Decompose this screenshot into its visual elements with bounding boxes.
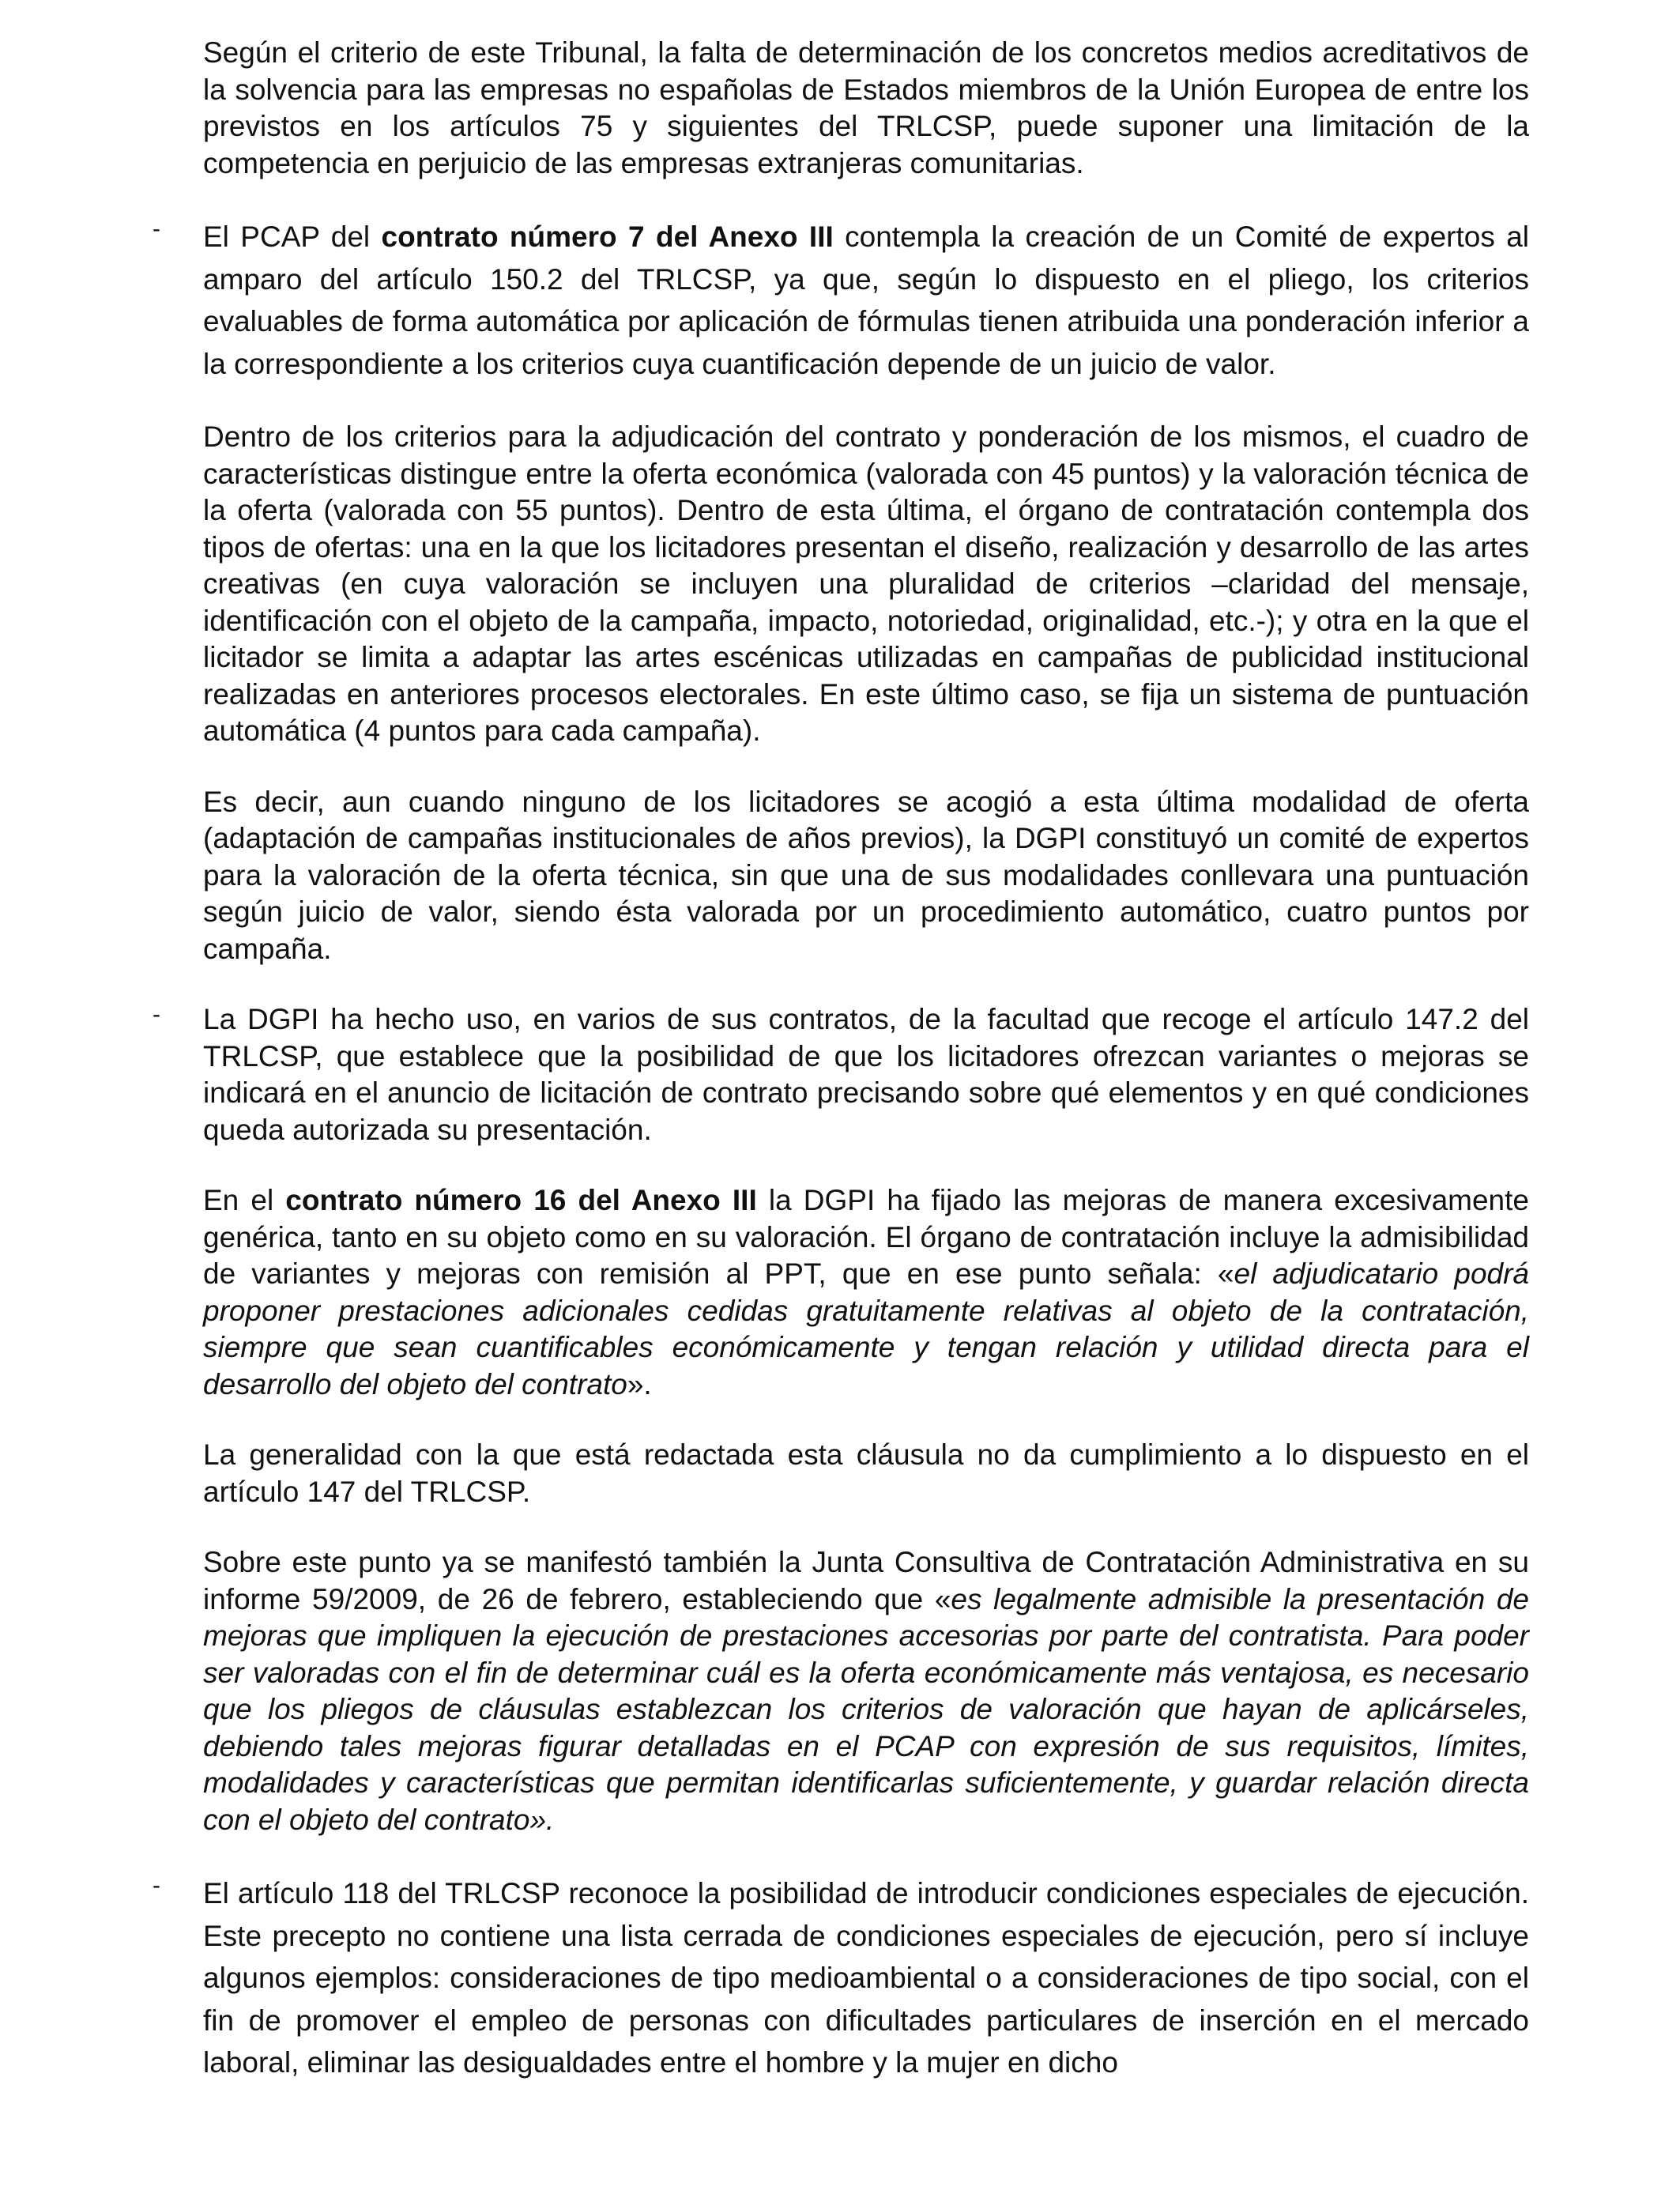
bullet-dash: - <box>153 1001 160 1027</box>
bold-contract-16-ref: contrato número 16 del Anexo III <box>285 1184 757 1216</box>
paragraph-award-criteria: Dentro de los criterios para la adjudicación del contrato y ponderación de los mismos, el cuadro de características distingue entre la oferta económica (valorada con 45 puntos) y la valoración técnica de la oferta (valorada con 55 puntos). Dentro de esta última, el órgano de contratación contempla dos tipos de ofertas: una en la que los licitadores presentan el diseño, realización y desarrollo de las artes creativas (en cuya valoración se incluyen una pluralidad de criterios –claridad del mensaje, identificación con el objeto de la campaña, impacto, notoriedad, originalidad, etc.-); y otra en la que el licitador se limita a adaptar las artes escénicas utilizadas en campañas de publicidad institucional realizadas en anteriores procesos electorales. En este último caso, se fija un sistema de puntuación automática (4 puntos para cada campaña). <box>203 420 1529 747</box>
paragraph-clause-generality: La generalidad con la que está redactada esta cláusula no da cumplimiento a lo dispuesto en el artículo 147 del TRLCSP. <box>203 1438 1529 1508</box>
paragraph-junta-consultiva: Sobre este punto ya se manifestó también la Junta Consultiva de Contratación Administrativa en su informe 59/2009, de 26 de febrero, estableciendo que «es legalmente admisible la presentación de mejoras que impliquen la ejecución de prestaciones accesorias por parte del contratista. Para poder ser valoradas con el fin de determinar cuál es la oferta económicamente más ventajosa, es necesario que los pliegos de cláusulas establezcan los criterios de valoración que hayan de aplicárseles, debiendo tales mejoras figurar detalladas en el PCAP con expresión de sus requisitos, límites, modalidades y características que permitan identificarlas suficientemente, y guardar relación directa con el objeto del contrato». <box>203 1546 1529 1836</box>
italic-ppt-quote: el adjudicatario podrá proponer prestaciones adicionales cedidas gratuitamente relativas al objeto de la contratación, siempre que sean cuantificables económicamente y tengan relación y utilidad directa para el desarrollo del objeto del contrato <box>203 1257 1529 1400</box>
bullet-item-committee <box>153 216 1530 385</box>
bullet-item-article-118 <box>153 1872 1529 2084</box>
paragraph-article-147: La DGPI ha hecho uso, en varios de sus contratos, de la facultad que recoge el artículo 147.2 del TRLCSP, que establece que la posibilidad de que los licitadores ofrezcan variantes o mejoras se indicará en el anuncio de licitación de contrato precisando sobre qué elementos y en qué condiciones queda autorizada su presentación. <box>203 1003 1529 1146</box>
paragraph-solvency-criteria: Según el criterio de este Tribunal, la falta de determinación de los concretos medios acreditativos de la solvencia para las empresas no españolas de Estados miembros de la Unión Europea de entre los previstos en los artículos 75 y siguientes del TRLCSP, puede suponer una limitación de la competencia en perjuicio de las empresas extranjeras comunitarias. <box>203 36 1529 179</box>
paragraph-contract-16: En el contrato número 16 del Anexo III la DGPI ha fijado las mejoras de manera excesivamente genérica, tanto en su objeto como en su valoración. El órgano de contratación incluye la admisibilidad de variantes y mejoras con remisión al PPT, que en ese punto señala: «el adjudicatario podrá proponer prestaciones adicionales cedidas gratuitamente relativas al objeto de la contratación, siempre que sean cuantificables económicamente y tengan relación y utilidad directa para el desarrollo del objeto del contrato». <box>203 1184 1529 1400</box>
bullet-item-variants <box>153 1001 1529 1148</box>
paragraph-contract-7: El PCAP del contrato número 7 del Anexo III contempla la creación de un Comité de expertos al amparo del artículo 150.2 del TRLCSP, ya que, según lo dispuesto en el pliego, los criterios evaluables de forma automática por aplicación de fórmulas tienen atribuida una ponderación inferior a la correspondiente a los criterios cuya cuantificación depende de un juicio de valor. <box>203 221 1530 380</box>
italic-junta-quote: es legalmente admisible la presentación de mejoras que impliquen la ejecución de prestaciones accesorias por parte del contratista. Para poder ser valoradas con el fin de determinar cuál es la oferta económicamente más ventajosa, es necesario que los pliegos de cláusulas establezcan los criterios de valoración que hayan de aplicárseles, debiendo tales mejoras figurar detalladas en el PCAP con expresión de sus requisitos, límites, modalidades y características que permitan identificarlas suficientemente, y guardar relación directa con el objeto del contrato». <box>203 1582 1529 1836</box>
paragraph-expert-committee: Es decir, aun cuando ninguno de los licitadores se acogió a esta última modalidad de oferta (adaptación de campañas institucionales de años previos), la DGPI constituyó un comité de expertos para la valoración de la oferta técnica, sin que una de sus modalidades conllevara una puntuación según juicio de valor, siendo ésta valorada por un procedimiento automático, cuatro puntos por campaña. <box>203 785 1529 965</box>
document-body <box>153 35 1530 2118</box>
paragraph-article-118: El artículo 118 del TRLCSP reconoce la posibilidad de introducir condiciones especiales de ejecución. Este precepto no contiene una lista cerrada de condiciones especiales de ejecución, pero sí incluye algunos ejemplos: consideraciones de tipo medioambiental o a consideraciones de tipo social, con el fin de promover el empleo de personas con dificultades particulares de inserción en el mercado laboral, eliminar las desigualdades entre el hombre y la mujer en dicho <box>203 1877 1529 2079</box>
bold-contract-7-ref: contrato número 7 del Anexo III <box>381 221 834 253</box>
bullet-dash: - <box>153 1872 160 1898</box>
bullet-dash: - <box>153 216 160 242</box>
